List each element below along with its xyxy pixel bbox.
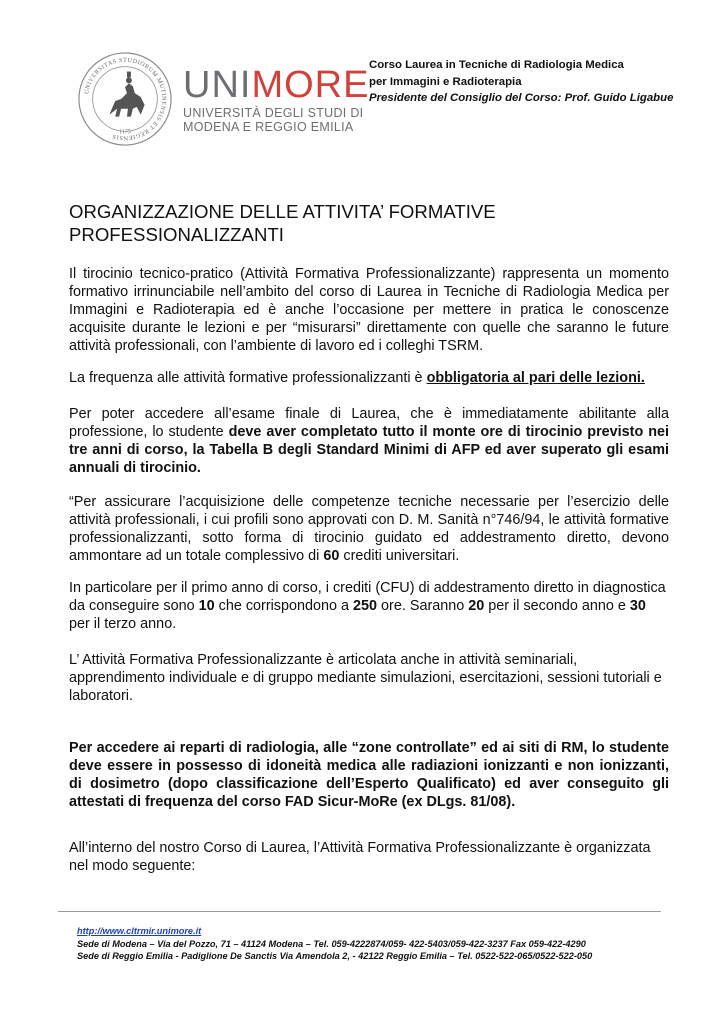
first-year-cfu: 10 [198, 598, 215, 614]
paragraph-attendance [69, 369, 669, 387]
title-line-2: PROFESSIONALIZZANTI [69, 224, 284, 245]
credits-text: “Per assicurare l’acquisizione delle competenze tecniche necessarie per l’esercizio delle attività professionali, i cui profili sono approvati con D. M. Sanità n°746/94, le attività formative professionalizzanti, sotto forma di tirocinio guidato ed addestramento diretto, devono ammontare ad un totale complessivo di [69, 494, 669, 564]
final-exam-text: Per poter accedere all’esame finale di Laurea, che è immediatamente abilitante alla professione, lo studente [69, 406, 669, 440]
brand-name-more: MORE [251, 64, 370, 106]
final-exam-requirement: deve aver completato tutto il monte ore di tirocinio previsto nei tre anni di corso, la Tabella B degli Standard Minimi di AFP ed aver superato gli esami annuali di tirocinio. [69, 424, 669, 476]
university-seal-logo [76, 50, 174, 148]
paragraph-seminars: L’ Attività Formativa Professionalizzante è articolata anche in attività seminariali, apprendimento individuale e di gruppo mediante simulazioni, esercitazioni, sessioni tutoriali e laboratori. [69, 652, 662, 704]
course-president: Presidente del Consiglio del Corso: Prof. Guido Ligabue [369, 92, 674, 104]
course-line-2: per Immagini e Radioterapia [369, 75, 522, 88]
brand-subtitle-line2: MODENA E REGGIO EMILIA [183, 120, 354, 134]
second-year-cfu: 20 [468, 598, 485, 614]
footer [77, 925, 592, 963]
attendance-emphasis: obbligatoria al pari delle lezioni. [426, 370, 645, 386]
yearly-credits-text-2: che corrispondono a [214, 598, 354, 614]
seal-year: 1175 [119, 129, 131, 136]
paragraph-credits [69, 493, 669, 565]
credits-total: 60 [323, 548, 340, 564]
course-line-1: Corso Laurea in Tecniche di Radiologia Medica [369, 59, 624, 71]
third-year-cfu: 30 [629, 598, 646, 614]
attendance-text: La frequenza alle attività formative professionalizzanti è [69, 370, 427, 386]
yearly-credits-text-5: per il terzo anno. [69, 616, 177, 632]
credits-text-end: crediti universitari. [339, 548, 460, 564]
brand-subtitle-line1: UNIVERSITÀ DEGLI STUDI DI [183, 106, 364, 120]
course-header [369, 57, 673, 107]
brand-name [183, 66, 369, 104]
paragraph-intro: Il tirocinio tecnico-pratico (Attività Formativa Professionalizzante) rappresenta un momento formativo irrinunciabile nell’ambito del corso di Laurea in Tecniche di Radiologia Medica per Immagini e Radioterapia ed è anche l’occasione per mettere in pratica le conoscenze acquisite durante le lezioni e per “misurarsi” direttamente con quelle che saranno le future attività professionali, con l’ambiente di lavoro ed i colleghi TSRM. [69, 266, 669, 354]
title-line-1: ORGANIZZAZIONE DELLE ATTIVITA’ FORMATIVE [69, 201, 496, 222]
yearly-credits-text: In particolare per il primo anno di corso, i crediti (CFU) di addestramento diretto in diagnostica da conseguire sono [69, 580, 666, 614]
seal-text: UNIVERSITAS STUDIORUM MUTINENSIS ET REGIENSIS [84, 57, 167, 141]
footer-reggio-address: Sede di Reggio Emilia - Padiglione De Sanctis Via Amendola 2, - 42122 Reggio Emilia – Tel. 0522-522-065/0522-522-050 [77, 951, 593, 962]
yearly-credits-text-3: ore. Saranno [377, 598, 469, 614]
paragraph-yearly-credits [69, 579, 669, 633]
footer-modena-address: Sede di Modena – Via del Pozzo, 71 – 41124 Modena – Tel. 059-4222874/059- 422-5403/059-422-3237 Fax 059-422-4290 [77, 938, 586, 949]
brand-name-uni: UNI [183, 64, 252, 106]
paragraph-radiology-access: Per accedere ai reparti di radiologia, alle “zone controllate” ed ai siti di RM, lo studente deve essere in possesso di idoneità medica alle radiazioni ionizzanti e non ionizzanti, di dosimetro (dopo classificazione dell’Esperto Qualificato) ed aver conseguito gli attestati di frequenza del corso FAD Sicur-MoRe (ex DLgs. 81/08). [69, 740, 669, 810]
page-title [69, 200, 669, 246]
unimore-logo [183, 66, 369, 134]
first-year-hours: 250 [353, 598, 378, 614]
paragraph-final-exam [69, 405, 669, 477]
footer-website-link[interactable]: http://www.cltrmir.unimore.it [77, 926, 202, 936]
paragraph-organization: All’interno del nostro Corso di Laurea, l’Attività Formativa Professionalizzante è organizzata nel modo seguente: [69, 840, 651, 874]
footer-divider [58, 911, 661, 912]
yearly-credits-text-4: per il secondo anno e [484, 598, 630, 614]
